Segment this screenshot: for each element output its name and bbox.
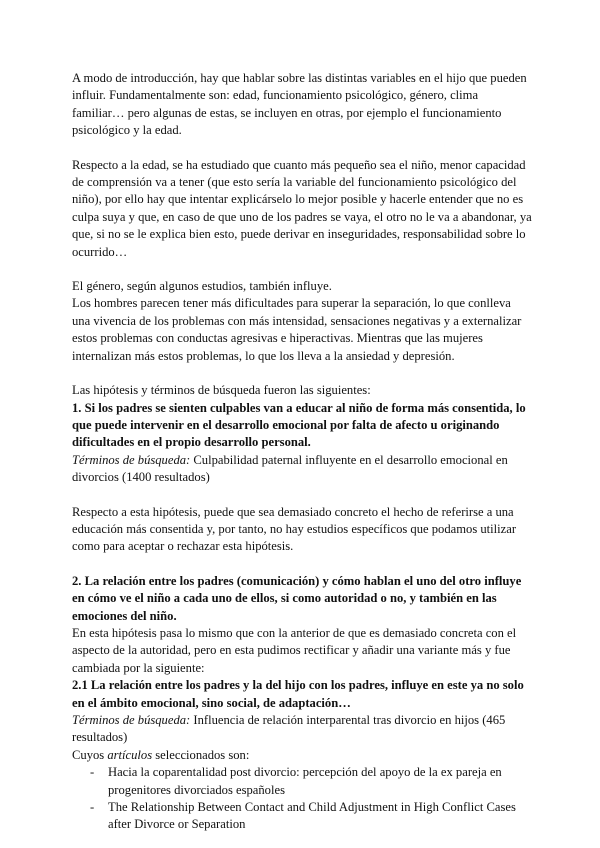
terms-label: Términos de búsqueda: [72,713,191,727]
hypothesis-2-comment: En esta hipótesis pasa lo mismo que con la anterior de que es demasiado concreta con el aspecto de la autoridad, pero en esta pudimos rectificar y añadir una variante más y fue cambiada por la siguiente: [72,625,517,675]
hypothesis-2-1-terms [72,712,532,747]
hypothesis-1-comment: Respecto a esta hipótesis, puede que sea demasiado concreto el hecho de referirse a una educación más consentida y, por tanto, no hay estudios específicos que podamos utilizar como para aceptar o rechazar esta hipótesis. [72,504,517,554]
articles-intro-pre: Cuyos [72,747,108,762]
age-paragraph: Respecto a la edad, se ha estudiado que cuanto más pequeño sea el niño, menor capacidad de comprensión va a tener (que esto sería la variable del funcionamiento psicológico del niño), por ello hay que intentar explicárselo lo mejor posible y hacerle entender que no es culpa suya y que, en caso de que uno de los padres se vaya, el otro no le va a abandonar, ya que, si no se le explica bien esto, puede derivar en inseguridades, responsabilidad sobre lo ocurrido… [72,157,532,259]
terms-label: Términos de búsqueda: [72,452,191,467]
hypothesis-2-1-terms-text: Influencia de relación interparental tras divorcio en hijos (465 resultados) [72,713,506,745]
list-item [72,799,532,834]
articles-intro-post: seleccionados son: [152,747,250,762]
list-item [72,764,532,799]
hypothesis-1-title: 1. Si los padres se sienten culpables van a educar al niño de forma más consentida, lo que puede intervenir en el desarrollo emocional por falta de afecto u originando dificultades en el propio desarrollo personal. [72,400,526,450]
list-dash: - [90,800,95,815]
hypotheses-intro: Las hipótesis y términos de búsqueda fueron las siguientes: [72,383,371,398]
hypothesis-1-terms-text: Culpabilidad paternal influyente en el desarrollo emocional en divorcios (1400 resultados) [72,452,508,485]
list-dash: - [90,765,95,780]
articles-intro-italic: artículos [107,747,153,762]
hypothesis-1-terms [72,452,532,487]
article-title: Hacia la coparentalidad post divorcio: percepción del apoyo de la ex pareja en progenitores divorciados españoles [108,765,502,797]
intro-paragraph: A modo de introducción, hay que hablar sobre las distintas variables en el hijo que pueden influir. Fundamentalmente son: edad, funcionamiento psicológico, género, clima familiar… pero algunas de estas, se incluyen en otras, por ejemplo el funcionamiento psicológico y la edad. [72,71,527,138]
gender-paragraph: Los hombres parecen tener más dificultades para superar la separación, lo que conlleva una vivencia de los problemas con más intensidad, sensaciones negativas y a externalizar estos problemas con conductas agresivas e hiperactivas. Mientras que las mujeres internalizan más estos problemas, lo que los lleva a la ansiedad y depresión. [72,296,522,363]
articles-list [72,764,532,834]
hypothesis-2-1-title: 2.1 La relación entre los padres y la del hijo con los padres, influye en este ya no solo en el ámbito emocional, sino social, de adaptación… [72,678,524,710]
document-page [72,70,532,834]
article-title: The Relationship Between Contact and Child Adjustment in High Conflict Cases after Divorce or Separation [108,800,516,832]
hypothesis-2-title: 2. La relación entre los padres (comunicación) y cómo hablan el uno del otro influye en cómo ve el niño a cada uno de ellos, si como autoridad o no, y también en las emociones del niño. [72,573,522,623]
gender-intro: El género, según algunos estudios, también influye. [72,279,332,294]
articles-intro [72,747,532,764]
